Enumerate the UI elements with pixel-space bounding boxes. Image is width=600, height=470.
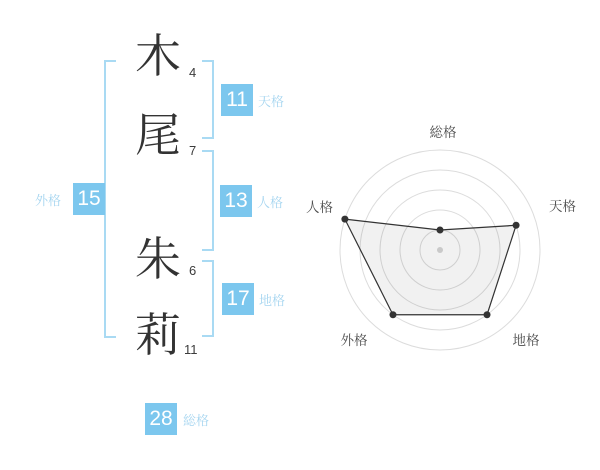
radar-axis-label: 天格 <box>549 199 576 214</box>
radar-data-point <box>513 222 520 229</box>
radar-data-point <box>389 311 396 318</box>
radar-axis-label: 人格 <box>306 200 333 215</box>
name-character-1: 木 <box>135 30 181 82</box>
radar-data-polygon <box>345 219 516 315</box>
tenkaku-value-badge: 11 <box>221 84 253 116</box>
soukaku-value-badge: 28 <box>145 403 177 435</box>
soukaku-label: 総格 <box>183 413 210 428</box>
name-character-4: 莉 <box>135 309 181 361</box>
chikaku-label: 地格 <box>259 293 286 308</box>
stroke-count-3: 6 <box>189 263 197 278</box>
radar-axis-label: 外格 <box>340 333 368 348</box>
stroke-count-4: 11 <box>184 342 198 357</box>
radar-center-dot <box>437 247 443 253</box>
radar-axis-label: 総格 <box>429 125 457 140</box>
radar-axis-label: 地格 <box>512 333 540 348</box>
chikaku-value-badge: 17 <box>222 283 254 315</box>
name-character-3: 朱 <box>135 233 181 285</box>
jinkaku-value-badge: 13 <box>220 185 252 217</box>
stroke-count-1: 4 <box>189 65 197 80</box>
name-character-2: 尾 <box>135 109 181 161</box>
radar-data-point <box>484 311 491 318</box>
gaikaku-label: 外格 <box>35 193 62 208</box>
gaikaku-value-badge: 15 <box>73 183 105 215</box>
jinkaku-label: 人格 <box>257 195 284 210</box>
radar-data-point <box>437 227 444 234</box>
stroke-count-2: 7 <box>189 143 197 158</box>
tenkaku-label: 天格 <box>258 94 285 109</box>
radar-data-point <box>341 216 348 223</box>
